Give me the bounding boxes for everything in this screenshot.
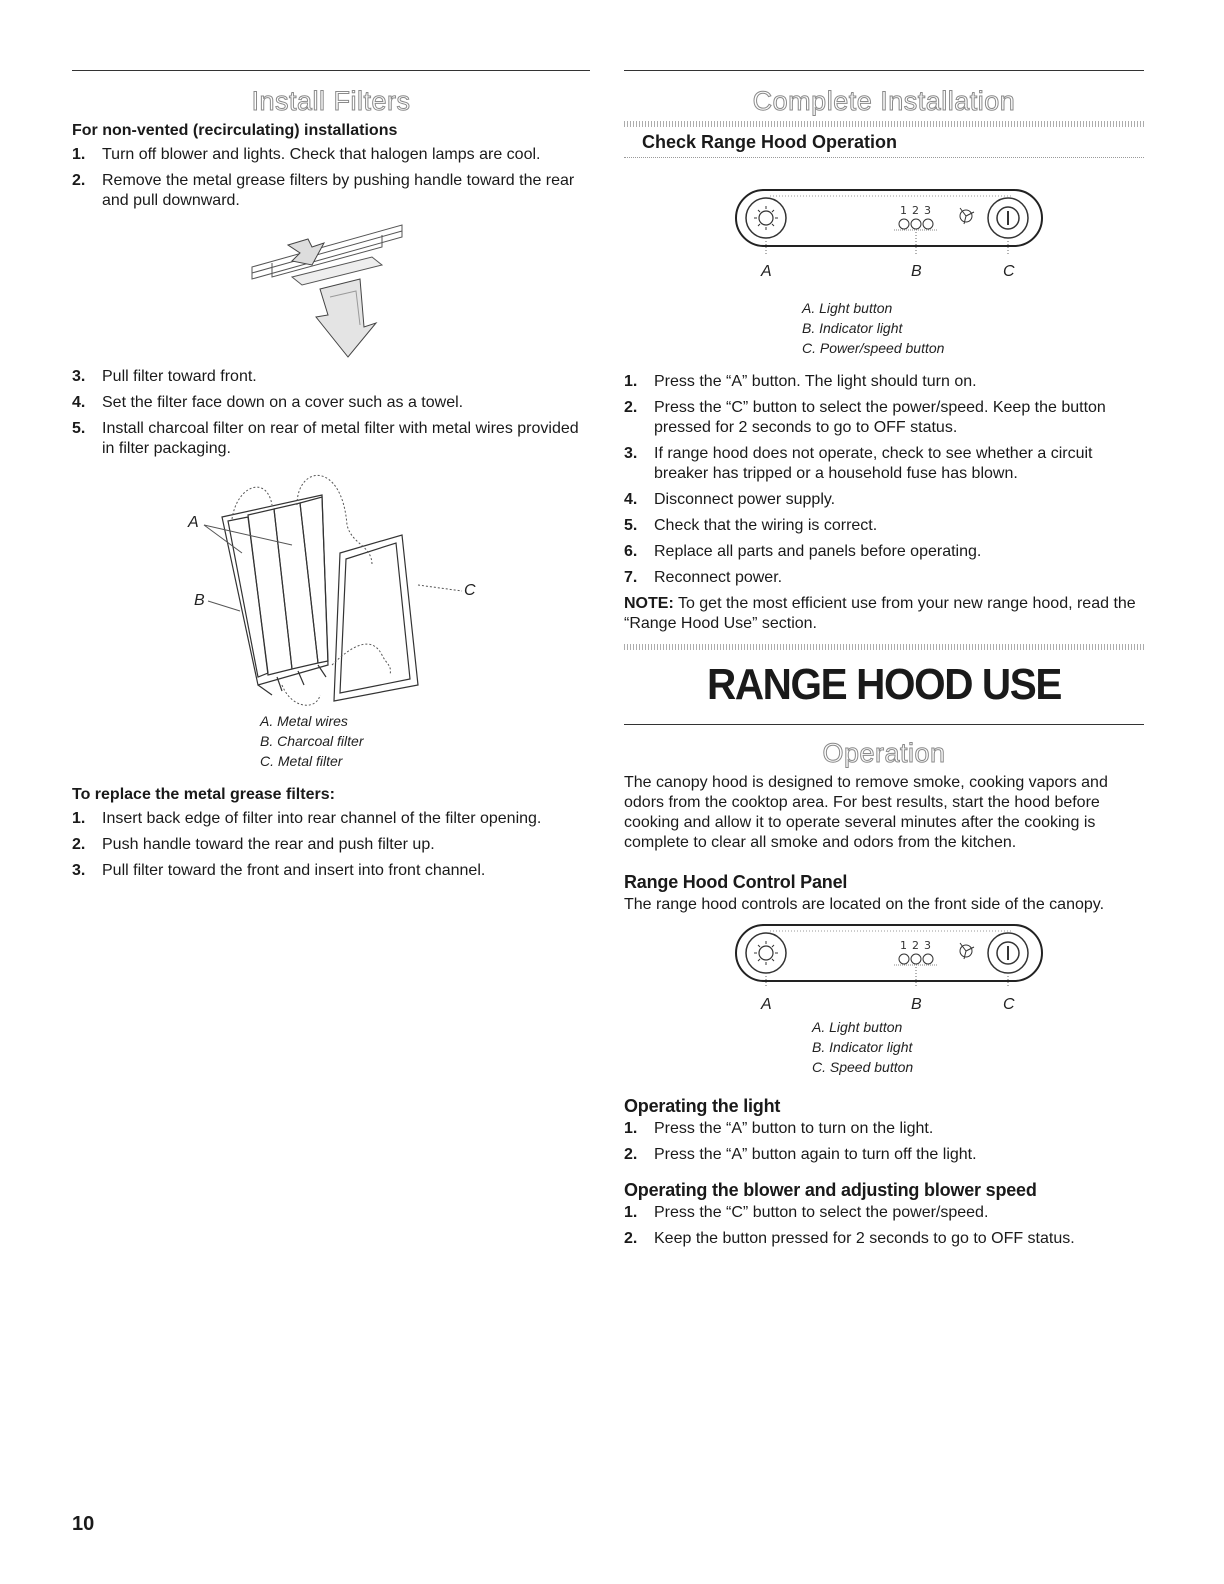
operating-blower-heading: Operating the blower and adjusting blower speed: [624, 1180, 1037, 1200]
label-a: A: [761, 996, 772, 1013]
hatch-divider: [624, 121, 1144, 127]
list-item: [72, 171, 590, 211]
note-text: To get the most efficient use from your new range hood, read the “Range Hood Use” section.: [624, 595, 1136, 632]
power-button-icon[interactable]: [988, 933, 1028, 973]
step-number: 1.: [624, 373, 638, 390]
step-number: 2.: [72, 172, 86, 189]
label-c: C: [464, 582, 476, 599]
caption-line: C. Metal filter: [260, 753, 343, 769]
section-rule: [72, 70, 590, 71]
step-number: 4.: [624, 491, 638, 508]
list-item: [624, 1119, 1144, 1139]
charcoal-figure-captions: [260, 711, 590, 771]
list-item: [624, 398, 1144, 438]
install-steps-a: [72, 145, 590, 211]
check-operation-heading: Check Range Hood Operation: [624, 127, 1144, 158]
step-number: 5.: [624, 517, 638, 534]
step-number: 2.: [72, 836, 86, 853]
caption-line: B. Indicator light: [812, 1039, 913, 1055]
label-b: B: [194, 592, 205, 609]
operation-intro: The canopy hood is designed to remove smoke, cooking vapors and odors from the cooktop area. For best results, start the hood before cooking and allow it to operate several minutes after the cooking is complete to clear all smoke and odors from the kitchen.: [624, 774, 1108, 851]
step-text: Turn off blower and lights. Check that halogen lamps are cool.: [102, 146, 541, 163]
step-number: 6.: [624, 543, 638, 560]
label-c: C: [1003, 263, 1015, 280]
list-item: [624, 1203, 1144, 1223]
step-text: If range hood does not operate, check to see whether a circuit breaker has tripped or a household fuse has blown.: [654, 445, 1093, 482]
note-label: NOTE:: [624, 595, 674, 612]
push-arrow-icon: [288, 239, 324, 265]
light-button-icon[interactable]: [746, 933, 786, 973]
replace-steps: [72, 809, 590, 881]
caption-line: C. Speed button: [812, 1059, 914, 1075]
speed-label: 2: [912, 939, 919, 952]
step-text: Pull filter toward front.: [102, 368, 257, 385]
label-b: B: [911, 263, 922, 280]
step-number: 7.: [624, 569, 638, 586]
list-item: [72, 367, 590, 387]
hatch-divider: [624, 644, 1144, 650]
power-button-icon[interactable]: [988, 198, 1028, 238]
step-text: Replace all parts and panels before operating.: [654, 543, 982, 560]
step-number: 3.: [624, 445, 638, 462]
panel-captions: [812, 1017, 1144, 1077]
list-item: [624, 444, 1144, 484]
filter-removal-illustration: [72, 217, 590, 367]
label-b: B: [911, 996, 922, 1013]
step-text: Press the “A” button again to turn off the light.: [654, 1146, 977, 1163]
speed-label: 3: [924, 204, 931, 217]
step-text: Remove the metal grease filters by pushing handle toward the rear and pull downward.: [102, 172, 575, 209]
label-a: A: [188, 514, 199, 531]
control-panel-text: The range hood controls are located on the front side of the canopy.: [624, 896, 1105, 913]
list-item: [72, 809, 590, 829]
step-text: Disconnect power supply.: [654, 491, 836, 508]
page-number: 10: [72, 1513, 95, 1535]
list-item: [624, 542, 1144, 562]
non-vented-subheading: For non-vented (recirculating) installations: [72, 122, 398, 139]
label-a: A: [761, 263, 772, 280]
caption-line: A. Light button: [802, 300, 893, 316]
right-column: [624, 70, 1144, 1255]
control-panel-heading: Range Hood Control Panel: [624, 872, 848, 892]
speed-label: 1: [900, 939, 907, 952]
replace-filters-subheading: To replace the metal grease filters:: [72, 786, 335, 803]
caption-line: C. Power/speed button: [802, 340, 945, 356]
speed-label: 1: [900, 204, 907, 217]
list-item: [624, 1145, 1144, 1165]
note-paragraph: [624, 594, 1144, 634]
step-text: Press the “A” button to turn on the light.: [654, 1120, 934, 1137]
caption-line: A. Metal wires: [260, 713, 348, 729]
list-item: [624, 516, 1144, 536]
list-item: [72, 861, 590, 881]
list-item: [72, 393, 590, 413]
list-item: [72, 835, 590, 855]
list-item: [624, 372, 1144, 392]
speed-label: 2: [912, 204, 919, 217]
section-rule: [624, 724, 1144, 725]
blower-steps: [624, 1203, 1144, 1249]
list-item: [624, 490, 1144, 510]
panel-captions: [802, 298, 1144, 358]
install-filters-title: Install Filters: [251, 86, 411, 116]
step-number: 5.: [72, 420, 86, 437]
down-arrow-icon: [316, 279, 376, 357]
label-c: C: [1003, 996, 1015, 1013]
operating-light-heading: Operating the light: [624, 1096, 781, 1116]
step-number: 2.: [624, 1230, 638, 1247]
caption-line: A. Light button: [812, 1019, 903, 1035]
left-column: [72, 70, 590, 887]
step-number: 1.: [624, 1204, 638, 1221]
list-item: [72, 145, 590, 165]
step-text: Insert back edge of filter into rear channel of the filter opening.: [102, 810, 542, 827]
step-text: Pull filter toward the front and insert into front channel.: [102, 862, 486, 879]
step-text: Check that the wiring is correct.: [654, 517, 878, 534]
step-text: Press the “C” button to select the power/speed.: [654, 1204, 989, 1221]
speed-label: 3: [924, 939, 931, 952]
list-item: [72, 419, 590, 459]
step-number: 3.: [72, 862, 86, 879]
step-number: 1.: [624, 1120, 638, 1137]
list-item: [624, 1229, 1144, 1249]
step-number: 1.: [72, 810, 86, 827]
section-rule: [624, 70, 1144, 71]
list-item: [624, 568, 1144, 588]
operation-title: Operation: [822, 738, 946, 768]
step-number: 4.: [72, 394, 86, 411]
step-number: 3.: [72, 368, 86, 385]
charcoal-filter-illustration: [72, 465, 590, 715]
light-steps: [624, 1119, 1144, 1165]
caption-line: B. Charcoal filter: [260, 733, 364, 749]
complete-installation-title: Complete Installation: [752, 86, 1016, 116]
caption-line: B. Indicator light: [802, 320, 903, 336]
step-text: Press the “C” button to select the power/speed. Keep the button pressed for 2 seconds to go to OFF status.: [654, 399, 1106, 436]
step-text: Set the filter face down on a cover such as a towel.: [102, 394, 464, 411]
step-text: Reconnect power.: [654, 569, 783, 586]
step-text: Press the “A” button. The light should turn on.: [654, 373, 977, 390]
control-panel-diagram: [624, 915, 1144, 1019]
check-steps: [624, 372, 1144, 588]
step-number: 2.: [624, 1146, 638, 1163]
step-text: Keep the button pressed for 2 seconds to go to OFF status.: [654, 1230, 1075, 1247]
light-button-icon[interactable]: [746, 198, 786, 238]
install-steps-b: [72, 367, 590, 459]
step-text: Install charcoal filter on rear of metal filter with metal wires provided in filter packaging.: [102, 420, 579, 457]
control-panel-diagram: [624, 172, 1144, 302]
step-text: Push handle toward the rear and push filter up.: [102, 836, 435, 853]
range-hood-use-title: RANGE HOOD USE: [706, 660, 1062, 709]
step-number: 1.: [72, 146, 86, 163]
step-number: 2.: [624, 399, 638, 416]
